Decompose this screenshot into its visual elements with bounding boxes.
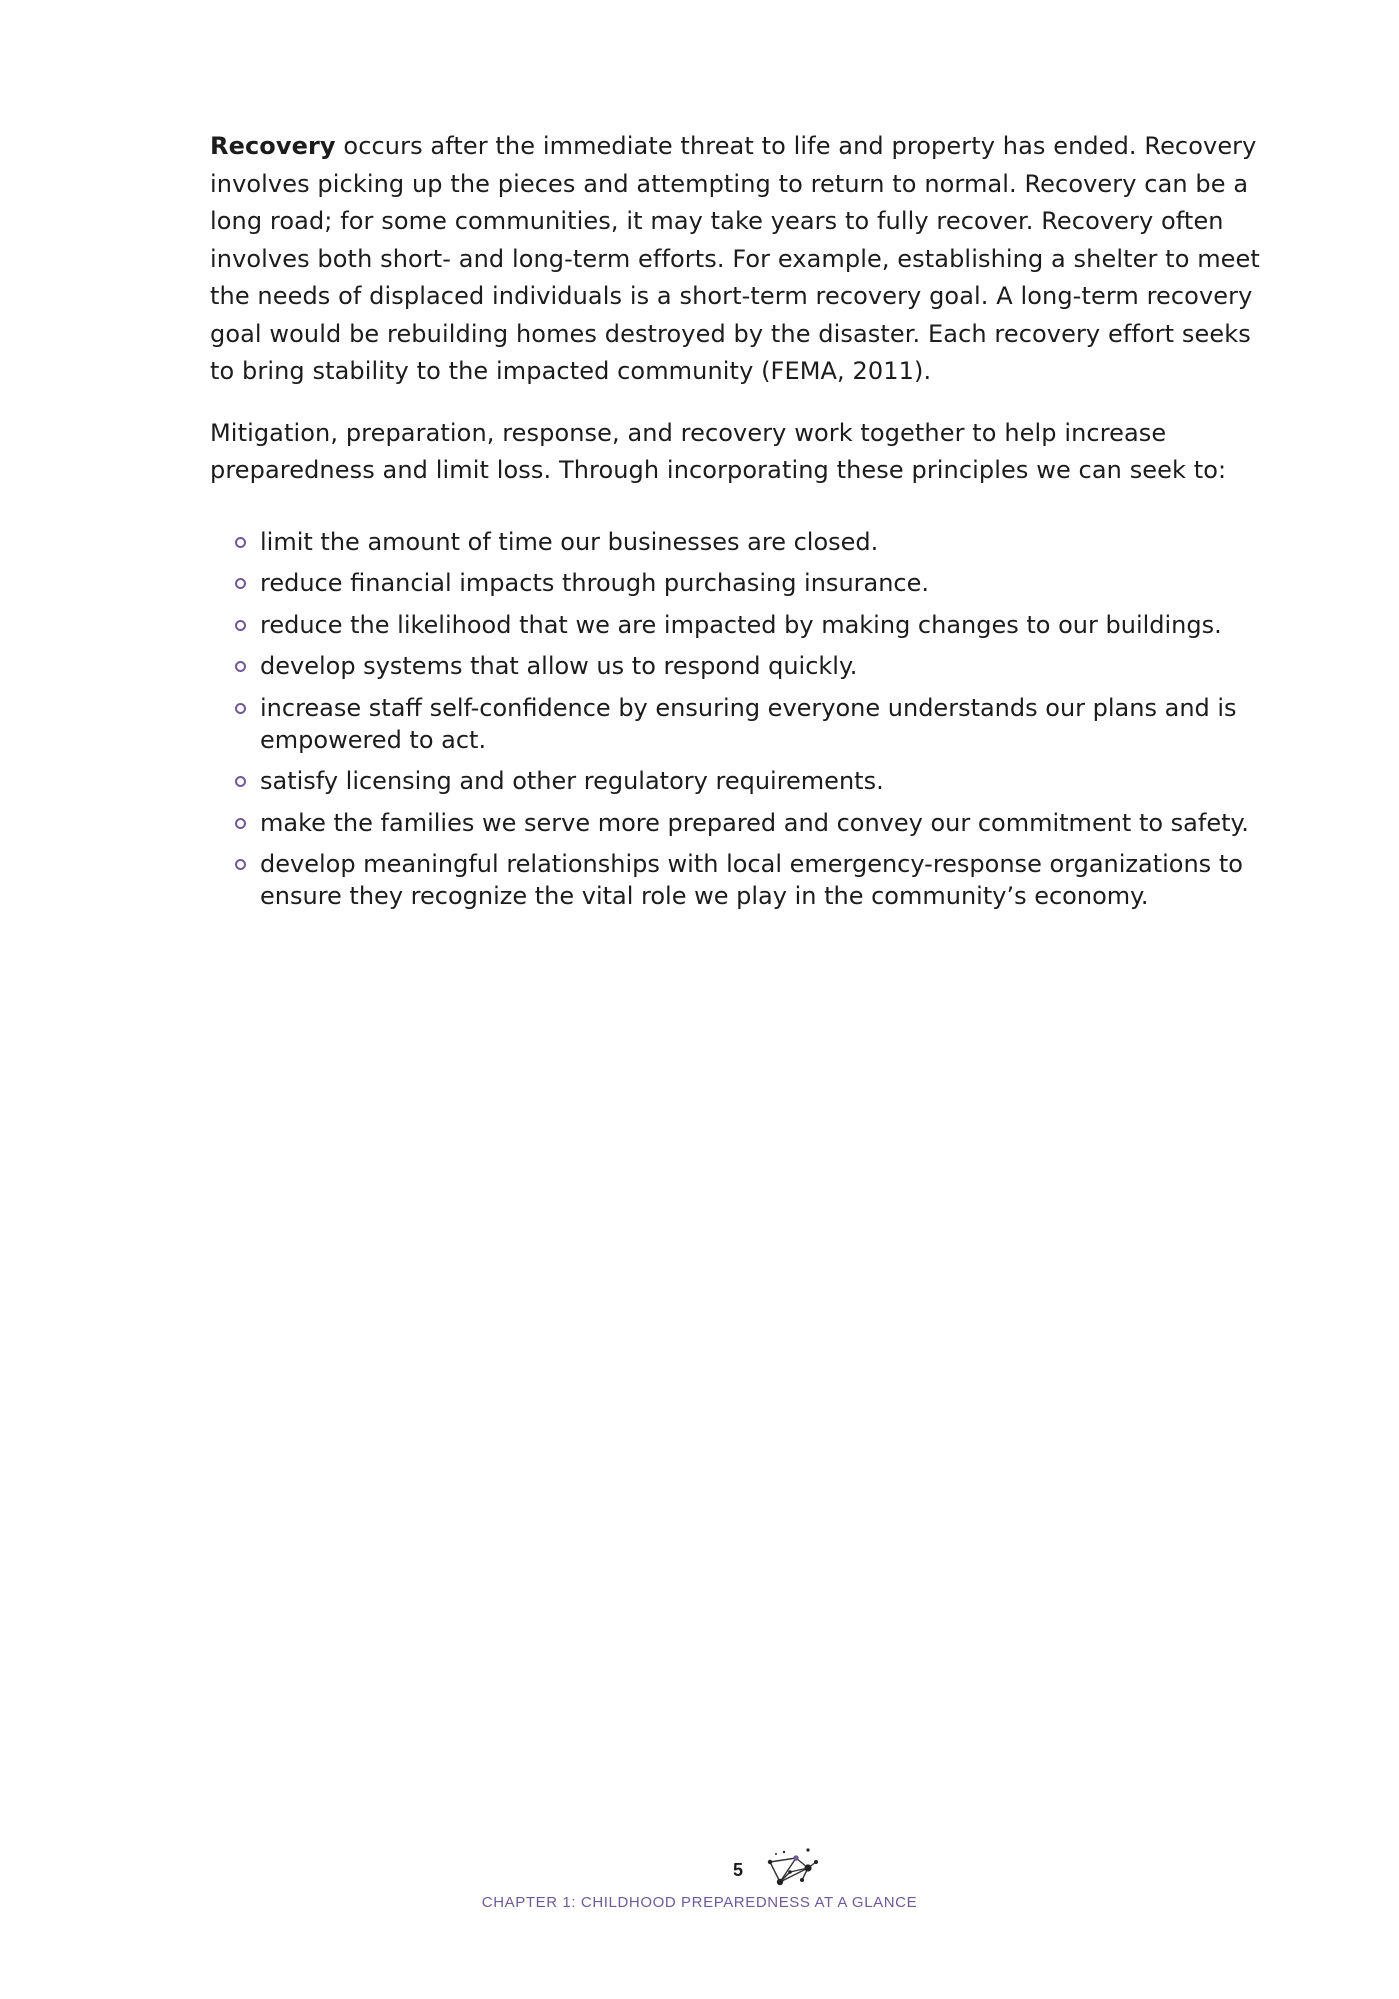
network-constellation-icon [766,1846,822,1892]
recovery-paragraph-text: occurs after the immediate threat to life and property has ended. Recovery involves picking up the pieces and attempting to return to normal. Recovery can be a long road; for some communities, it may take years to fully recover. Recovery often involves both short- and long-term efforts. For example, establishing a shelter to meet the needs of displaced individuals is a short-term recovery goal. A long-term recovery goal would be rebuilding homes destroyed by the disaster. Each recovery effort seeks to bring stability to the impacted community (FEMA, 2011). [210,132,1260,385]
page-number: 5 [732,1860,743,1880]
list-item: reduce financial impacts through purchasing insurance. [260,567,1280,599]
intro-paragraph: Mitigation, preparation, response, and recovery work together to help increase preparedness and limit loss. Through incorporating these principles we can seek to: [210,418,1227,484]
principles-list [210,526,1280,913]
circle-bullet-icon [235,578,246,589]
page-content [210,128,1280,922]
circle-bullet-icon [235,818,246,829]
list-item: develop systems that allow us to respond quickly. [260,650,1280,682]
list-item: make the families we serve more prepared and convey our commitment to safety. [260,807,1280,839]
recovery-lead-term: Recovery [210,132,336,160]
circle-bullet-icon [235,859,246,870]
list-item: develop meaningful relationships with local emergency-response organizations to ensure they recognize the vital role we play in the community’s economy. [260,848,1280,912]
recovery-paragraph [210,128,1280,391]
circle-bullet-icon [235,537,246,548]
chapter-footer: CHAPTER 1: CHILDHOOD PREPAREDNESS AT A GLANCE [481,1894,918,1911]
circle-bullet-icon [235,620,246,631]
list-item: limit the amount of time our businesses are closed. [260,526,1280,558]
list-item: satisfy licensing and other regulatory requirements. [260,765,1280,797]
circle-bullet-icon [235,776,246,787]
list-item: reduce the likelihood that we are impacted by making changes to our buildings. [260,609,1280,641]
circle-bullet-icon [235,661,246,672]
list-item: increase staff self-confidence by ensuring everyone understands our plans and is empowered to act. [260,692,1280,756]
circle-bullet-icon [235,703,246,714]
